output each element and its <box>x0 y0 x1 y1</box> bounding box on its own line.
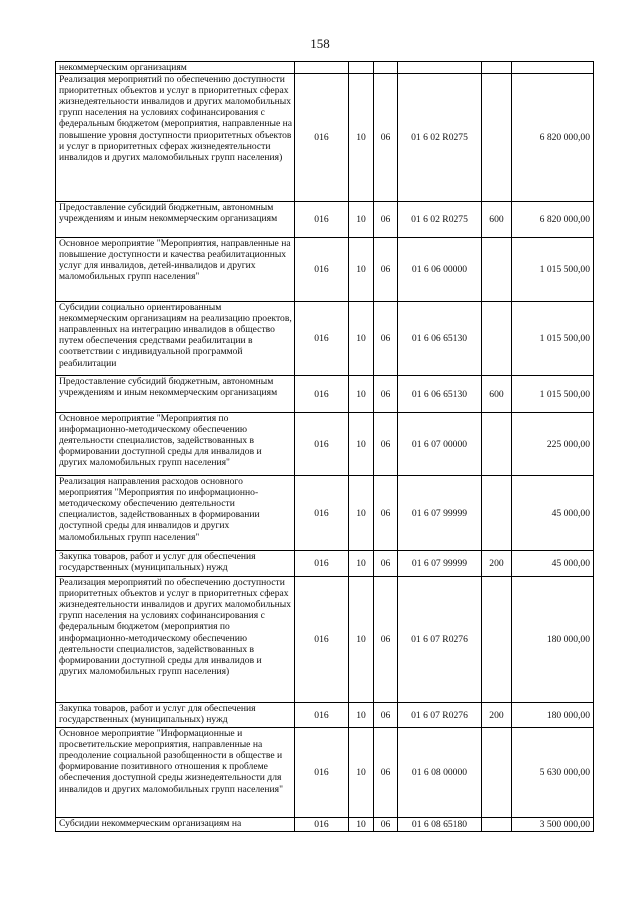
row-csr: 01 6 06 00000 <box>398 238 482 302</box>
row-name: Субсидии некоммерческим организациям на <box>56 818 295 832</box>
row-csr: 01 6 08 65180 <box>398 818 482 832</box>
row-gr: 016 <box>295 476 349 551</box>
row-csr: 01 6 07 99999 <box>398 476 482 551</box>
row-sum: 225 000,00 <box>512 413 594 476</box>
row-rz: 10 <box>349 728 374 818</box>
row-csr <box>398 62 482 74</box>
row-csr: 01 6 08 00000 <box>398 728 482 818</box>
row-rz: 10 <box>349 476 374 551</box>
row-pr: 06 <box>374 818 398 832</box>
row-vr: 600 <box>482 376 512 413</box>
row-vr <box>482 413 512 476</box>
row-pr: 06 <box>374 238 398 302</box>
row-rz: 10 <box>349 238 374 302</box>
row-rz <box>349 62 374 74</box>
row-vr: 200 <box>482 703 512 728</box>
row-sum: 6 820 000,00 <box>512 202 594 238</box>
row-rz: 10 <box>349 577 374 703</box>
row-sum: 180 000,00 <box>512 703 594 728</box>
table-row <box>56 818 594 832</box>
row-vr <box>482 728 512 818</box>
row-gr: 016 <box>295 728 349 818</box>
row-pr: 06 <box>374 413 398 476</box>
row-name: Основное мероприятие "Информационные и просветительские мероприятия, направленные на преодоление социальной разобщенности в обществе и формирование позитивного отношения к проблеме обеспечения доступной среды жизнедеятельности для инвалидов и других маломобильных групп населения" <box>56 728 295 818</box>
row-name: Реализация направления расходов основного мероприятия "Мероприятия по информационно-методическому обеспечению деятельности специалистов, задействованных в формировании доступной среды для инвалидов и других маломобильных групп населения" <box>56 476 295 551</box>
row-vr <box>482 577 512 703</box>
row-sum: 6 820 000,00 <box>512 74 594 202</box>
row-rz: 10 <box>349 202 374 238</box>
row-rz: 10 <box>349 376 374 413</box>
row-csr: 01 6 07 00000 <box>398 413 482 476</box>
row-sum <box>512 62 594 74</box>
row-pr <box>374 62 398 74</box>
row-rz: 10 <box>349 703 374 728</box>
row-pr: 06 <box>374 302 398 376</box>
row-vr: 600 <box>482 202 512 238</box>
table-row <box>56 202 594 238</box>
row-name: Предоставление субсидий бюджетным, автономным учреждениям и иным некоммерческим организациям <box>56 376 295 413</box>
row-gr: 016 <box>295 703 349 728</box>
row-pr: 06 <box>374 728 398 818</box>
row-rz: 10 <box>349 302 374 376</box>
row-pr: 06 <box>374 476 398 551</box>
table-row <box>56 302 594 376</box>
row-name: Закупка товаров, работ и услуг для обеспечения государственных (муниципальных) нужд <box>56 703 295 728</box>
row-csr: 01 6 02 R0275 <box>398 202 482 238</box>
row-pr: 06 <box>374 202 398 238</box>
table-row <box>56 703 594 728</box>
row-vr <box>482 74 512 202</box>
row-name: Основное мероприятие "Мероприятия, направленные на повышение доступности и качества реабилитационных услуг для инвалидов, детей-инвалидов и других маломобильных групп населения" <box>56 238 295 302</box>
table-row <box>56 413 594 476</box>
row-sum: 45 000,00 <box>512 551 594 577</box>
row-name: Реализация мероприятий по обеспечению доступности приоритетных объектов и услуг в приоритетных сферах жизнедеятельности инвалидов и других маломобильных групп населения на условиях софинансирования с федеральным бюджетом (мероприятия, направленные на повышение уровня доступности приоритетных объектов и услуг в приоритетных сферах жизнедеятельности инвалидов и других маломобильных групп населения) <box>56 74 295 202</box>
table-row <box>56 74 594 202</box>
row-gr: 016 <box>295 818 349 832</box>
row-sum: 1 015 500,00 <box>512 302 594 376</box>
row-csr: 01 6 06 65130 <box>398 376 482 413</box>
row-sum: 3 500 000,00 <box>512 818 594 832</box>
row-pr: 06 <box>374 703 398 728</box>
row-csr: 01 6 06 65130 <box>398 302 482 376</box>
row-vr <box>482 818 512 832</box>
row-gr <box>295 62 349 74</box>
row-gr: 016 <box>295 551 349 577</box>
row-sum: 1 015 500,00 <box>512 376 594 413</box>
row-sum: 45 000,00 <box>512 476 594 551</box>
table-row <box>56 238 594 302</box>
row-name: Реализация мероприятий по обеспечению доступности приоритетных объектов и услуг в приоритетных сферах жизнедеятельности инвалидов и других маломобильных групп населения на условиях софинансирования с федеральным бюджетом (мероприятия по информационно-методическому обеспечению деятельности специалистов, задействованных в формировании доступной среды для инвалидов и других маломобильных групп населения) <box>56 577 295 703</box>
row-vr: 200 <box>482 551 512 577</box>
row-vr <box>482 302 512 376</box>
row-rz: 10 <box>349 413 374 476</box>
row-name: Основное мероприятие "Мероприятия по информационно-методическому обеспечению деятельности специалистов, задействованных в формировании доступной среды для инвалидов и других маломобильных групп населения" <box>56 413 295 476</box>
row-gr: 016 <box>295 202 349 238</box>
row-name: Предоставление субсидий бюджетным, автономным учреждениям и иным некоммерческим организациям <box>56 202 295 238</box>
row-name: Закупка товаров, работ и услуг для обеспечения государственных (муниципальных) нужд <box>56 551 295 577</box>
row-gr: 016 <box>295 302 349 376</box>
row-pr: 06 <box>374 74 398 202</box>
budget-table <box>55 61 594 832</box>
row-csr: 01 6 07 R0276 <box>398 703 482 728</box>
page-number: 158 <box>310 36 330 51</box>
row-gr: 016 <box>295 74 349 202</box>
table-row <box>56 728 594 818</box>
row-vr <box>482 62 512 74</box>
row-gr: 016 <box>295 413 349 476</box>
row-name: Субсидии социально ориентированным некоммерческим организациям на реализацию проектов, направленных на интеграцию инвалидов в общество путем обеспечения средствами реабилитации в соответствии с индивидуальной программой реабилитации <box>56 302 295 376</box>
row-vr <box>482 476 512 551</box>
row-rz: 10 <box>349 74 374 202</box>
row-gr: 016 <box>295 577 349 703</box>
table-row <box>56 62 594 74</box>
row-pr: 06 <box>374 577 398 703</box>
row-name: некоммерческим организациям <box>56 62 295 74</box>
row-pr: 06 <box>374 376 398 413</box>
row-sum: 1 015 500,00 <box>512 238 594 302</box>
table-row <box>56 476 594 551</box>
row-sum: 5 630 000,00 <box>512 728 594 818</box>
row-csr: 01 6 07 R0276 <box>398 577 482 703</box>
row-pr: 06 <box>374 551 398 577</box>
row-rz: 10 <box>349 551 374 577</box>
row-sum: 180 000,00 <box>512 577 594 703</box>
table-row <box>56 376 594 413</box>
row-rz: 10 <box>349 818 374 832</box>
row-csr: 01 6 07 99999 <box>398 551 482 577</box>
table-row <box>56 577 594 703</box>
row-gr: 016 <box>295 376 349 413</box>
table-row <box>56 551 594 577</box>
row-vr <box>482 238 512 302</box>
row-gr: 016 <box>295 238 349 302</box>
row-csr: 01 6 02 R0275 <box>398 74 482 202</box>
